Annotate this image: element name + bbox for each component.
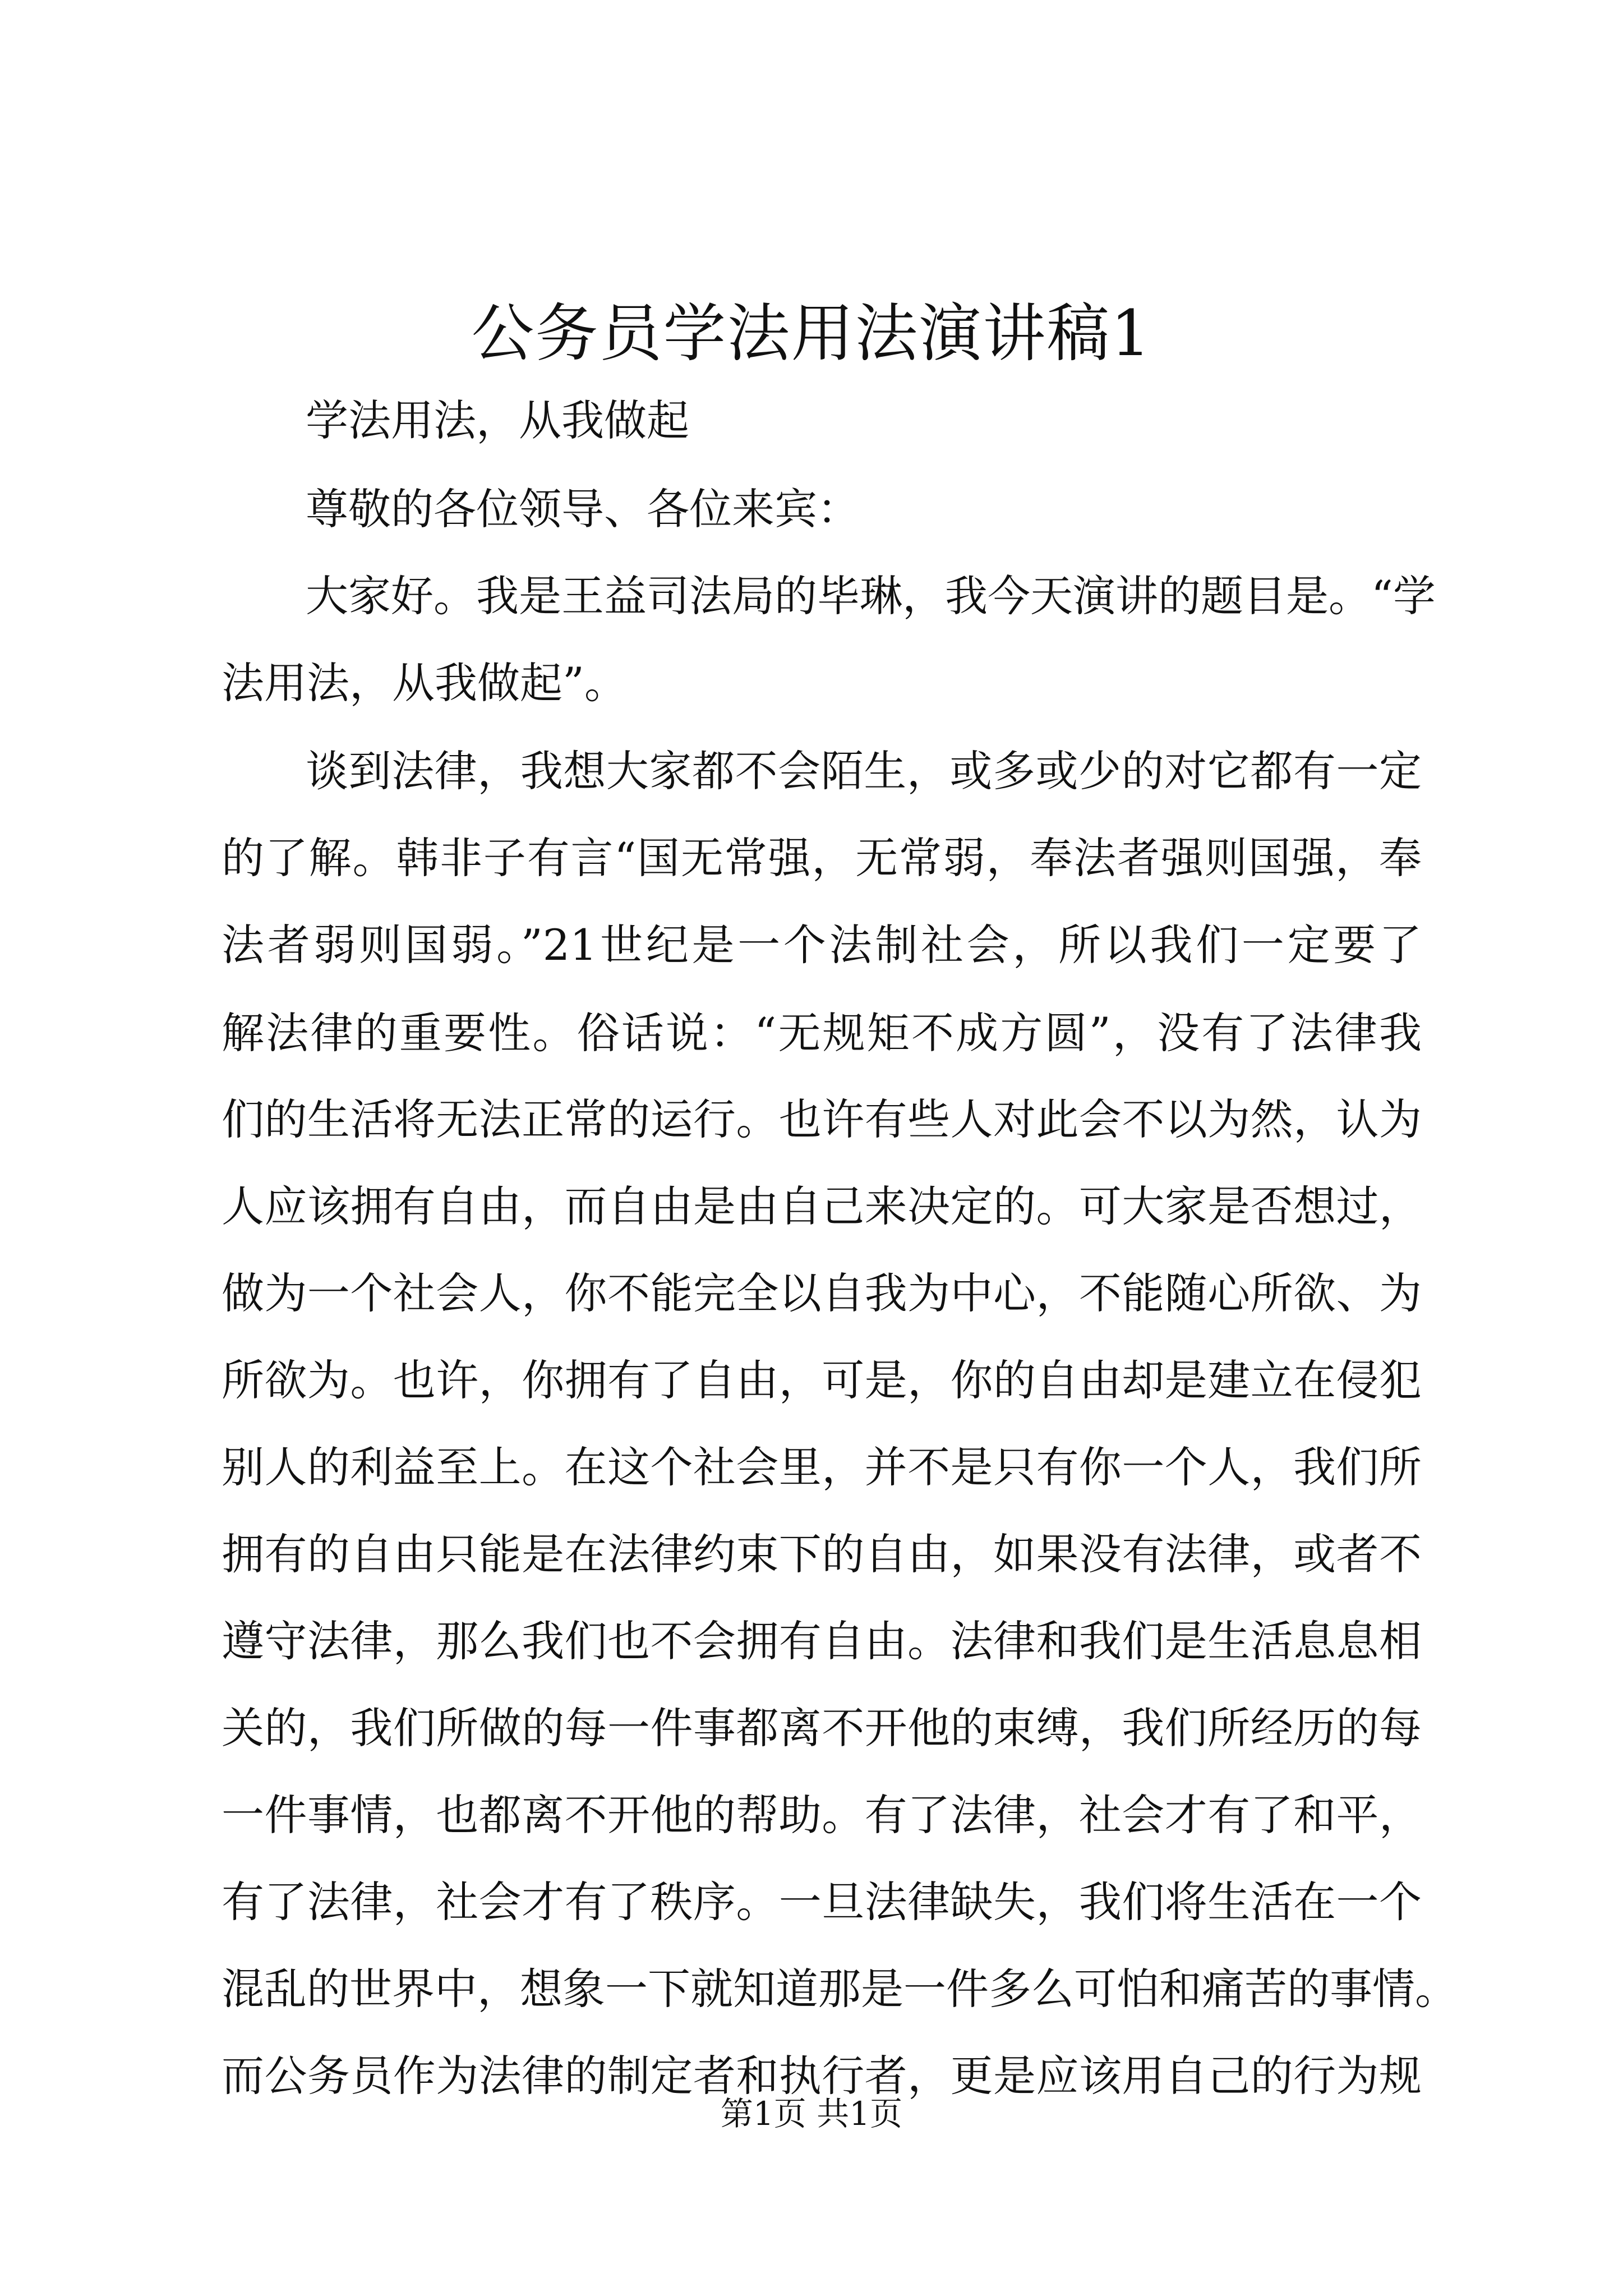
subtitle-line: 学法用法，从我做起 [306,395,689,445]
paragraph-line: 人应该拥有自由，而自由是由自己来决定的。可大家是否想过， [222,1181,1422,1231]
paragraph-line: 一件事情，也都离不开他的帮助。有了法律，社会才有了和平， [222,1790,1422,1840]
paragraph-line: 解法律的重要性。俗话说：“无规矩不成方圆”，没有了法律我 [222,1008,1422,1058]
document-title: 公务员学法用法演讲稿1 [471,297,1152,370]
paragraph-line: 遵守法律，那么我们也不会拥有自由。法律和我们是生活息息相 [222,1616,1422,1666]
paragraph-line: 关的，我们所做的每一件事都离不开他的束缚，我们所经历的每 [222,1703,1422,1753]
paragraph-line: 而公务员作为法律的制定者和执行者，更是应该用自己的行为规 [222,2051,1422,2101]
paragraph-line: 们的生活将无法正常的运行。也许有些人对此会不以为然，认为 [222,1094,1422,1144]
paragraph-line: 混乱的世界中，想象一下就知道那是一件多么可怕和痛苦的事情。 [222,1964,1458,2014]
paragraph-line: 大家好。我是王益司法局的毕琳，我今天演讲的题目是。“学 [306,571,1436,621]
page-footer: 第1页 共1页 [720,2095,903,2133]
paragraph-line: 谈到法律，我想大家都不会陌生，或多或少的对它都有一定 [306,746,1422,796]
paragraph-line: 所欲为。也许，你拥有了自由，可是，你的自由却是建立在侵犯 [222,1355,1422,1405]
paragraph-line: 做为一个社会人，你不能完全以自我为中心，不能随心所欲、为 [222,1268,1422,1318]
salutation-line: 尊敬的各位领导、各位来宾： [306,484,860,534]
paragraph-line: 拥有的自由只能是在法律约束下的自由，如果没有法律，或者不 [222,1529,1422,1579]
paragraph-line: 的了解。韩非子有言“国无常强，无常弱，奉法者强则国强，奉 [222,833,1422,883]
paragraph-line: 法者弱则国弱。”21世纪是一个法制社会，所以我们一定要了 [222,920,1422,970]
paragraph-line: 法用法，从我做起”。 [222,658,627,708]
paragraph-line: 有了法律，社会才有了秩序。一旦法律缺失，我们将生活在一个 [222,1877,1422,1927]
paragraph-line: 别人的利益至上。在这个社会里，并不是只有你一个人，我们所 [222,1442,1422,1492]
